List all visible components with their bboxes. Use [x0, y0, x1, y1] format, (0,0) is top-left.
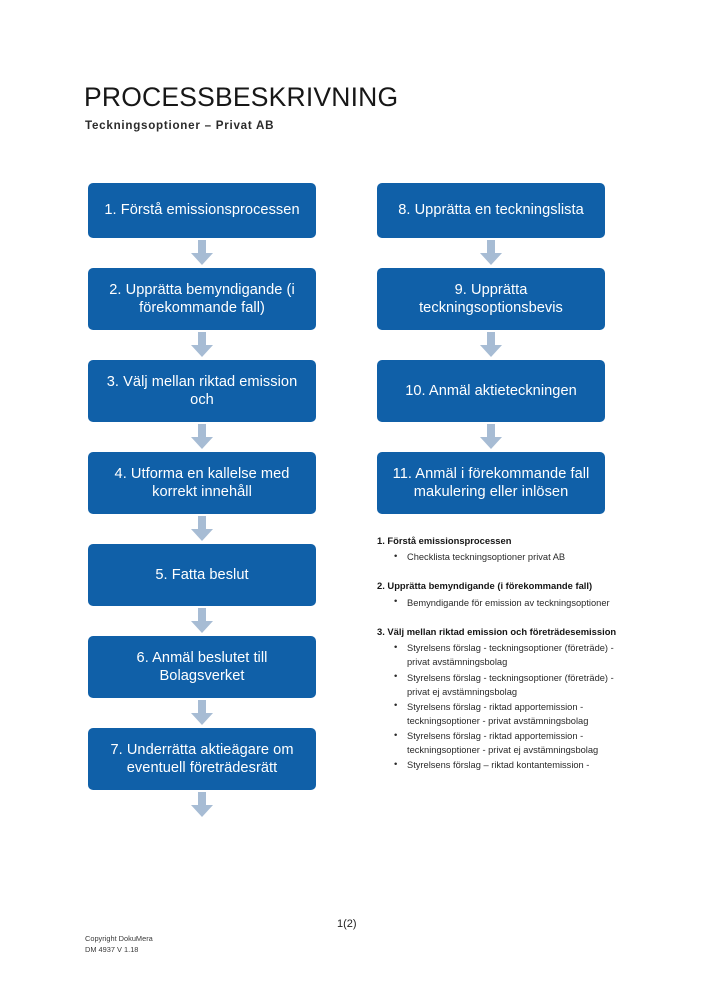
list-item[interactable]: • Styrelsens förslag - teckningsoptioner (företräde) - privat avstämningsbolag	[377, 641, 617, 669]
section-1-bullets	[377, 550, 617, 564]
list-item[interactable]: • Styrelsens förslag - teckningsoptioner (företräde) - privat ej avstämningsbolag	[377, 671, 617, 699]
page-title: PROCESSBESKRIVNING	[84, 82, 399, 112]
page-subtitle: Teckningsoptioner – Privat AB	[85, 119, 275, 132]
section-heading-3: 3. Välj mellan riktad emission och företrädesemission	[377, 625, 617, 637]
flow-arrow-down-icon	[88, 330, 316, 360]
flow-arrow-down-icon	[88, 422, 316, 452]
section-heading-1: 1. Förstå emissionsprocessen	[377, 535, 512, 546]
flow-step-10[interactable]: 10. Anmäl aktieteckningen	[377, 360, 605, 422]
flow-step-8[interactable]: 8. Upprätta en teckningslista	[377, 183, 605, 238]
list-item[interactable]: • Styrelsens förslag - riktad apportemission - teckningsoptioner - privat ej avstämningsbolag	[377, 729, 617, 757]
document-section-list	[377, 534, 617, 773]
flow-arrow-down-icon	[88, 698, 316, 728]
flowchart-right-column	[377, 183, 605, 514]
flow-step-9[interactable]: 9. Upprätta teckningsoptionsbevis	[377, 268, 605, 330]
flow-step-7[interactable]: 7. Underrätta aktieägare om eventuell företrädesrätt	[88, 728, 316, 790]
flow-step-4[interactable]: 4. Utforma en kallelse med korrekt innehåll	[88, 452, 316, 514]
section-2-bullets	[377, 596, 617, 610]
flow-step-1[interactable]: 1. Förstå emissionsprocessen	[88, 183, 316, 238]
footer-copyright-block	[85, 934, 153, 955]
section-3-bullets	[377, 641, 617, 772]
list-item[interactable]: • Checklista teckningsoptioner privat AB	[377, 550, 617, 564]
page-number: 1(2)	[337, 918, 357, 930]
list-item[interactable]: • Styrelsens förslag - riktad apportemission - teckningsoptioner - privat avstämningsbolag	[377, 700, 617, 728]
flow-arrow-down-icon	[377, 238, 605, 268]
footer-document-id: DM 4937 V 1.18	[85, 944, 139, 954]
flow-arrow-down-icon	[88, 238, 316, 268]
flow-step-11[interactable]: 11. Anmäl i förekommande fall makulering eller inlösen	[377, 452, 605, 514]
flow-arrow-down-icon	[377, 330, 605, 360]
flowchart-left-column	[88, 183, 316, 820]
flow-step-3[interactable]: 3. Välj mellan riktad emission och	[88, 360, 316, 422]
flow-arrow-down-icon	[88, 514, 316, 544]
section-heading-2: 2. Upprätta bemyndigande (i förekommande fall)	[377, 580, 593, 592]
flow-step-5[interactable]: 5. Fatta beslut	[88, 544, 316, 606]
list-item[interactable]: • Bemyndigande för emission av teckningsoptioner	[377, 596, 617, 610]
flow-arrow-down-icon	[377, 422, 605, 452]
flow-arrow-down-icon	[88, 790, 316, 820]
flow-step-6[interactable]: 6. Anmäl beslutet till Bolagsverket	[88, 636, 316, 698]
list-item[interactable]: • Styrelsens förslag – riktad kontantemission -	[377, 758, 617, 772]
flow-step-2[interactable]: 2. Upprätta bemyndigande (i förekommande fall)	[88, 268, 316, 330]
flow-arrow-down-icon	[88, 606, 316, 636]
footer-copyright: Copyright DokuMera	[85, 934, 153, 943]
